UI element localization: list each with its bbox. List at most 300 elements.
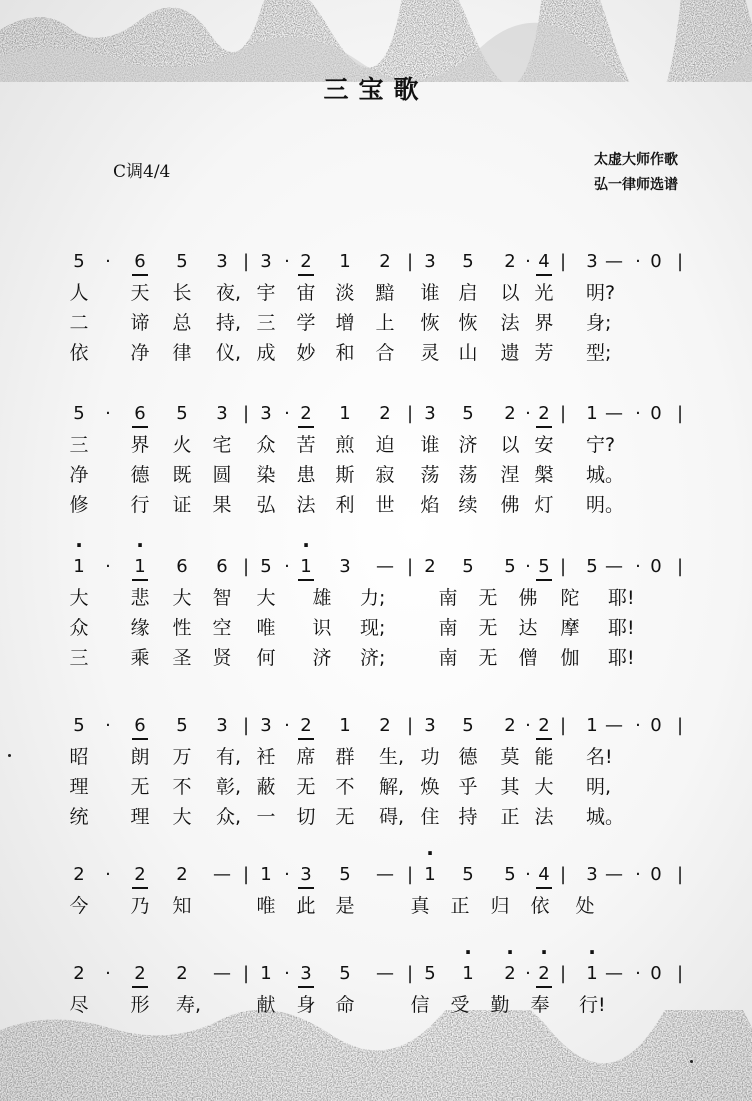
note: 3	[424, 251, 436, 272]
note: ·	[105, 864, 111, 885]
note: 3	[260, 715, 272, 736]
lyric-syllable: 荡	[458, 464, 478, 486]
lyric-syllable: 宇	[256, 282, 276, 304]
lyric-syllable: 济	[458, 434, 478, 456]
lyric-syllable: 有,	[216, 746, 242, 768]
note: —	[376, 963, 394, 984]
note: 2	[504, 251, 516, 272]
lyric-syllable: 二	[69, 312, 89, 334]
lyric-syllable: 利	[335, 494, 355, 516]
lyric-syllable: 今	[69, 895, 89, 917]
lyric-syllable: 无	[130, 776, 150, 798]
lyric-syllable: 天	[130, 282, 150, 304]
lyric-syllable: 此	[296, 895, 316, 917]
lyric-syllable: 宁?	[586, 434, 616, 456]
lyric-syllable: 黯	[375, 282, 395, 304]
lyric-syllable: 理	[69, 776, 89, 798]
lyric-syllable: 大	[172, 587, 192, 609]
lyric-syllable: 圆	[212, 464, 232, 486]
lyric-syllable: 耶!	[608, 587, 635, 609]
lyric-syllable: 知	[172, 895, 192, 917]
lyric-syllable: 续	[458, 494, 478, 516]
barline: |	[406, 251, 414, 272]
lyric-syllable: 莫	[500, 746, 520, 768]
note: ·	[525, 403, 531, 424]
note: · 1	[67, 555, 91, 579]
note: 5	[176, 403, 188, 424]
note: ·	[635, 403, 641, 424]
lyric-syllable: 果	[212, 494, 232, 516]
lyric-syllable: 生,	[379, 746, 405, 768]
lyric-syllable: 依	[530, 895, 550, 917]
note: 3	[260, 403, 272, 424]
lyric-syllable: 衽	[256, 746, 276, 768]
lyric-syllable: 正	[450, 895, 470, 917]
note: 5	[73, 403, 85, 424]
lyric-syllable: 灵	[420, 342, 440, 364]
lyric-syllable: 无	[335, 806, 355, 828]
note: 3	[339, 556, 351, 577]
lyric-syllable: 昭	[69, 746, 89, 768]
lyric-syllable: 勤	[490, 994, 510, 1016]
barline: |	[406, 963, 414, 984]
lyric-syllable: 唯	[256, 617, 276, 639]
note: 4	[532, 250, 556, 274]
lyric-line	[0, 992, 752, 1022]
note: 2	[424, 556, 436, 577]
lyric-syllable: 大	[256, 587, 276, 609]
note: 2	[532, 402, 556, 426]
barline: |	[406, 403, 414, 424]
note: ·	[525, 864, 531, 885]
lyric-syllable: 切	[296, 806, 316, 828]
key-signature: C调4/4	[113, 162, 171, 182]
note: 5	[73, 251, 85, 272]
song-title: 三宝歌	[323, 75, 429, 104]
note: · 1	[294, 555, 318, 579]
note: ·	[635, 251, 641, 272]
note: · 1	[456, 962, 480, 986]
barline: |	[676, 715, 684, 736]
lyric-syllable: 尽	[69, 994, 89, 1016]
lyric-syllable: 无	[478, 647, 498, 669]
arranger-credit: 弘一律师选谱	[594, 177, 678, 193]
lyric-syllable: 唯	[256, 895, 276, 917]
lyric-syllable: 大	[69, 587, 89, 609]
note: ·	[284, 251, 290, 272]
note: 5	[462, 556, 474, 577]
note: 0	[650, 864, 662, 885]
lyric-syllable: 焕	[420, 776, 440, 798]
lyric-line	[0, 310, 752, 340]
lyricist-credit: 太虚大师作歌	[594, 152, 678, 168]
note: ·	[284, 715, 290, 736]
lyric-syllable: 依	[69, 342, 89, 364]
note: 6	[128, 250, 152, 274]
notation-line	[0, 250, 752, 280]
lyric-syllable: 力;	[360, 587, 386, 609]
note: ·	[105, 715, 111, 736]
lyric-syllable: 乘	[130, 647, 150, 669]
lyric-syllable: 僧	[518, 647, 538, 669]
note: 4	[532, 863, 556, 887]
lyric-syllable: 不	[335, 776, 355, 798]
lyric-syllable: 智	[212, 587, 232, 609]
lyric-syllable: 净	[69, 464, 89, 486]
lyric-syllable: 献	[256, 994, 276, 1016]
note: 5	[462, 403, 474, 424]
lyric-syllable: 上	[375, 312, 395, 334]
lyric-syllable: 身;	[586, 312, 612, 334]
lyric-syllable: 合	[375, 342, 395, 364]
barline: |	[559, 556, 567, 577]
lyric-syllable: 解,	[379, 776, 405, 798]
lyric-syllable: 以	[500, 282, 520, 304]
lyric-syllable: 现;	[360, 617, 386, 639]
lyric-syllable: 大	[172, 806, 192, 828]
lyric-syllable: 伽	[560, 647, 580, 669]
barline: |	[242, 556, 250, 577]
lyric-line	[0, 492, 752, 522]
note: —	[605, 715, 623, 736]
note: 1	[339, 403, 351, 424]
notation-line	[0, 962, 752, 992]
lyric-syllable: 众,	[216, 806, 242, 828]
barline: |	[676, 864, 684, 885]
lyric-syllable: 净	[130, 342, 150, 364]
note: 5	[339, 864, 351, 885]
lyric-line	[0, 893, 752, 923]
note: 0	[650, 556, 662, 577]
note: 3	[424, 403, 436, 424]
lyric-line	[0, 340, 752, 370]
note: 3	[260, 251, 272, 272]
note: ·	[284, 556, 290, 577]
lyric-syllable: 雄	[312, 587, 332, 609]
lyric-syllable: 识	[312, 617, 332, 639]
note: 3	[216, 403, 228, 424]
barline: |	[242, 403, 250, 424]
note: ·	[635, 963, 641, 984]
lyric-syllable: 何	[256, 647, 276, 669]
lyric-syllable: 谁	[420, 282, 440, 304]
lyric-line	[0, 645, 752, 675]
lyric-syllable: 以	[500, 434, 520, 456]
note: · 1	[580, 962, 604, 986]
lyric-syllable: 耶!	[608, 617, 635, 639]
lyric-syllable: 煎	[335, 434, 355, 456]
lyric-syllable: 身	[296, 994, 316, 1016]
lyric-syllable: 安	[534, 434, 554, 456]
lyric-syllable: 佛	[500, 494, 520, 516]
lyric-syllable: 佛	[518, 587, 538, 609]
lyric-syllable: 三	[69, 647, 89, 669]
lyric-line	[0, 432, 752, 462]
note: 2	[128, 863, 152, 887]
note: —	[213, 963, 231, 984]
lyric-syllable: 命	[335, 994, 355, 1016]
stray-mark	[690, 1060, 693, 1063]
lyric-syllable: 功	[420, 746, 440, 768]
lyric-syllable: 宙	[296, 282, 316, 304]
note: 2	[294, 402, 318, 426]
lyric-syllable: 法	[500, 312, 520, 334]
note: —	[605, 403, 623, 424]
note: 2	[504, 715, 516, 736]
notation-line	[0, 714, 752, 744]
lyric-syllable: 一	[256, 806, 276, 828]
note: —	[213, 864, 231, 885]
lyric-syllable: 受	[450, 994, 470, 1016]
lyric-syllable: 染	[256, 464, 276, 486]
lyric-syllable: 斯	[335, 464, 355, 486]
lyric-syllable: 南	[438, 587, 458, 609]
note: 2	[73, 864, 85, 885]
lyric-line	[0, 280, 752, 310]
note: 0	[650, 963, 662, 984]
lyric-syllable: 夜,	[216, 282, 242, 304]
note: ·	[105, 251, 111, 272]
lyric-syllable: 济	[312, 647, 332, 669]
note: ·	[105, 556, 111, 577]
note: 3	[586, 251, 598, 272]
lyric-syllable: 其	[500, 776, 520, 798]
note: —	[376, 556, 394, 577]
note: 3	[586, 864, 598, 885]
lyric-line	[0, 615, 752, 645]
note: 2	[379, 403, 391, 424]
barline: |	[559, 403, 567, 424]
note: —	[605, 963, 623, 984]
lyric-syllable: 界	[130, 434, 150, 456]
lyric-syllable: 蔽	[256, 776, 276, 798]
lyric-syllable: 长	[172, 282, 192, 304]
lyric-syllable: 奉	[530, 994, 550, 1016]
lyric-syllable: 是	[335, 895, 355, 917]
barline: |	[242, 864, 250, 885]
lyric-syllable: 谛	[130, 312, 150, 334]
lyric-syllable: 明,	[586, 776, 612, 798]
note: ·	[635, 864, 641, 885]
lyric-syllable: 既	[172, 464, 192, 486]
lyric-syllable: 不	[172, 776, 192, 798]
lyric-syllable: 处	[575, 895, 595, 917]
lyric-syllable: 德	[458, 746, 478, 768]
lyric-syllable: 信	[410, 994, 430, 1016]
mountain-banner-bottom	[0, 1010, 752, 1101]
lyric-line	[0, 774, 752, 804]
lyric-syllable: 明?	[586, 282, 616, 304]
barline: |	[559, 864, 567, 885]
lyric-syllable: 三	[69, 434, 89, 456]
lyric-syllable: 缘	[130, 617, 150, 639]
barline: |	[676, 963, 684, 984]
lyric-syllable: 恢	[420, 312, 440, 334]
lyric-syllable: 界	[534, 312, 554, 334]
note: 2	[73, 963, 85, 984]
note: ·	[635, 556, 641, 577]
note: 5	[504, 556, 516, 577]
lyric-syllable: 城。	[586, 464, 625, 486]
lyric-line	[0, 804, 752, 834]
barline: |	[559, 715, 567, 736]
note: 3	[424, 715, 436, 736]
lyric-syllable: 寿,	[176, 994, 202, 1016]
notation-line	[0, 402, 752, 432]
lyric-syllable: 持	[458, 806, 478, 828]
lyric-syllable: 济;	[360, 647, 386, 669]
lyric-syllable: 空	[212, 617, 232, 639]
note: 2	[379, 251, 391, 272]
note: 5	[532, 555, 556, 579]
lyric-syllable: 寂	[375, 464, 395, 486]
barline: |	[676, 251, 684, 272]
note: 6	[216, 556, 228, 577]
lyric-syllable: 法	[296, 494, 316, 516]
note: ·	[105, 403, 111, 424]
barline: |	[676, 556, 684, 577]
barline: |	[242, 715, 250, 736]
note: 6	[128, 402, 152, 426]
note: ·	[525, 556, 531, 577]
lyric-syllable: 大	[534, 776, 554, 798]
lyric-syllable: 无	[296, 776, 316, 798]
barline: |	[559, 963, 567, 984]
credits	[594, 148, 734, 198]
lyric-syllable: 证	[172, 494, 192, 516]
lyric-syllable: 正	[500, 806, 520, 828]
lyric-syllable: 型;	[586, 342, 612, 364]
note: —	[605, 864, 623, 885]
note: 2	[532, 714, 556, 738]
lyric-syllable: 持,	[216, 312, 242, 334]
lyric-syllable: 乎	[458, 776, 478, 798]
lyric-syllable: 槃	[534, 464, 554, 486]
lyric-syllable: 成	[256, 342, 276, 364]
lyric-syllable: 悲	[130, 587, 150, 609]
lyric-syllable: 患	[296, 464, 316, 486]
lyric-syllable: 彰,	[216, 776, 242, 798]
lyric-line	[0, 585, 752, 615]
barline: |	[406, 556, 414, 577]
lyric-syllable: 行!	[579, 994, 606, 1016]
note: 5	[176, 251, 188, 272]
lyric-syllable: 达	[518, 617, 538, 639]
notation-line	[0, 863, 752, 893]
lyric-syllable: 陀	[560, 587, 580, 609]
lyric-syllable: 迫	[375, 434, 395, 456]
barline: |	[242, 963, 250, 984]
note: 3	[294, 962, 318, 986]
lyric-syllable: 世	[375, 494, 395, 516]
lyric-syllable: 修	[69, 494, 89, 516]
note: · 1	[128, 555, 152, 579]
lyric-syllable: 碍,	[379, 806, 405, 828]
note: ·	[105, 963, 111, 984]
note: ·	[525, 715, 531, 736]
barline: |	[406, 864, 414, 885]
lyric-syllable: 德	[130, 464, 150, 486]
note: 5	[462, 715, 474, 736]
lyric-syllable: 学	[296, 312, 316, 334]
note: 0	[650, 251, 662, 272]
lyric-syllable: 荡	[420, 464, 440, 486]
note: 5	[462, 864, 474, 885]
note: ·	[284, 963, 290, 984]
lyric-syllable: 芳	[534, 342, 554, 364]
stray-mark	[8, 754, 11, 757]
lyric-syllable: 焰	[420, 494, 440, 516]
lyric-syllable: 增	[335, 312, 355, 334]
lyric-syllable: 山	[458, 342, 478, 364]
lyric-syllable: 法	[534, 806, 554, 828]
barline: |	[676, 403, 684, 424]
lyric-syllable: 淡	[335, 282, 355, 304]
lyric-syllable: 无	[478, 587, 498, 609]
note: 6	[176, 556, 188, 577]
note: 2	[294, 250, 318, 274]
note: ·	[284, 864, 290, 885]
note: 5	[424, 963, 436, 984]
note: 1	[339, 715, 351, 736]
lyric-syllable: 涅	[500, 464, 520, 486]
lyric-syllable: 南	[438, 647, 458, 669]
lyric-syllable: 众	[256, 434, 276, 456]
note: 5	[339, 963, 351, 984]
lyric-syllable: 灯	[534, 494, 554, 516]
lyric-syllable: 能	[534, 746, 554, 768]
lyric-syllable: 城。	[586, 806, 625, 828]
note: · 1	[418, 863, 442, 887]
lyric-syllable: 律	[172, 342, 192, 364]
note: 5	[586, 556, 598, 577]
lyric-syllable: 住	[420, 806, 440, 828]
note: 5	[260, 556, 272, 577]
note: 1	[586, 403, 598, 424]
note: 1	[339, 251, 351, 272]
lyric-syllable: 弘	[256, 494, 276, 516]
lyric-syllable: 启	[458, 282, 478, 304]
lyric-syllable: 形	[130, 994, 150, 1016]
lyric-syllable: 乃	[130, 895, 150, 917]
note: —	[376, 864, 394, 885]
barline: |	[242, 251, 250, 272]
lyric-syllable: 圣	[172, 647, 192, 669]
lyric-line	[0, 744, 752, 774]
lyric-syllable: 席	[296, 746, 316, 768]
note: 5	[504, 864, 516, 885]
lyric-syllable: 众	[69, 617, 89, 639]
lyric-syllable: 宅	[212, 434, 232, 456]
lyric-syllable: 群	[335, 746, 355, 768]
note: ·	[525, 251, 531, 272]
lyric-syllable: 理	[130, 806, 150, 828]
lyric-syllable: 和	[335, 342, 355, 364]
lyric-syllable: 贤	[212, 647, 232, 669]
lyric-syllable: 恢	[458, 312, 478, 334]
note: 3	[216, 251, 228, 272]
lyric-syllable: 遗	[500, 342, 520, 364]
note: 2	[504, 403, 516, 424]
note: 1	[260, 864, 272, 885]
note: 2	[176, 864, 188, 885]
note: —	[605, 251, 623, 272]
note: ·	[284, 403, 290, 424]
note: 2	[128, 962, 152, 986]
lyric-syllable: 苦	[296, 434, 316, 456]
lyric-syllable: 朗	[130, 746, 150, 768]
lyric-syllable: 仪,	[216, 342, 242, 364]
